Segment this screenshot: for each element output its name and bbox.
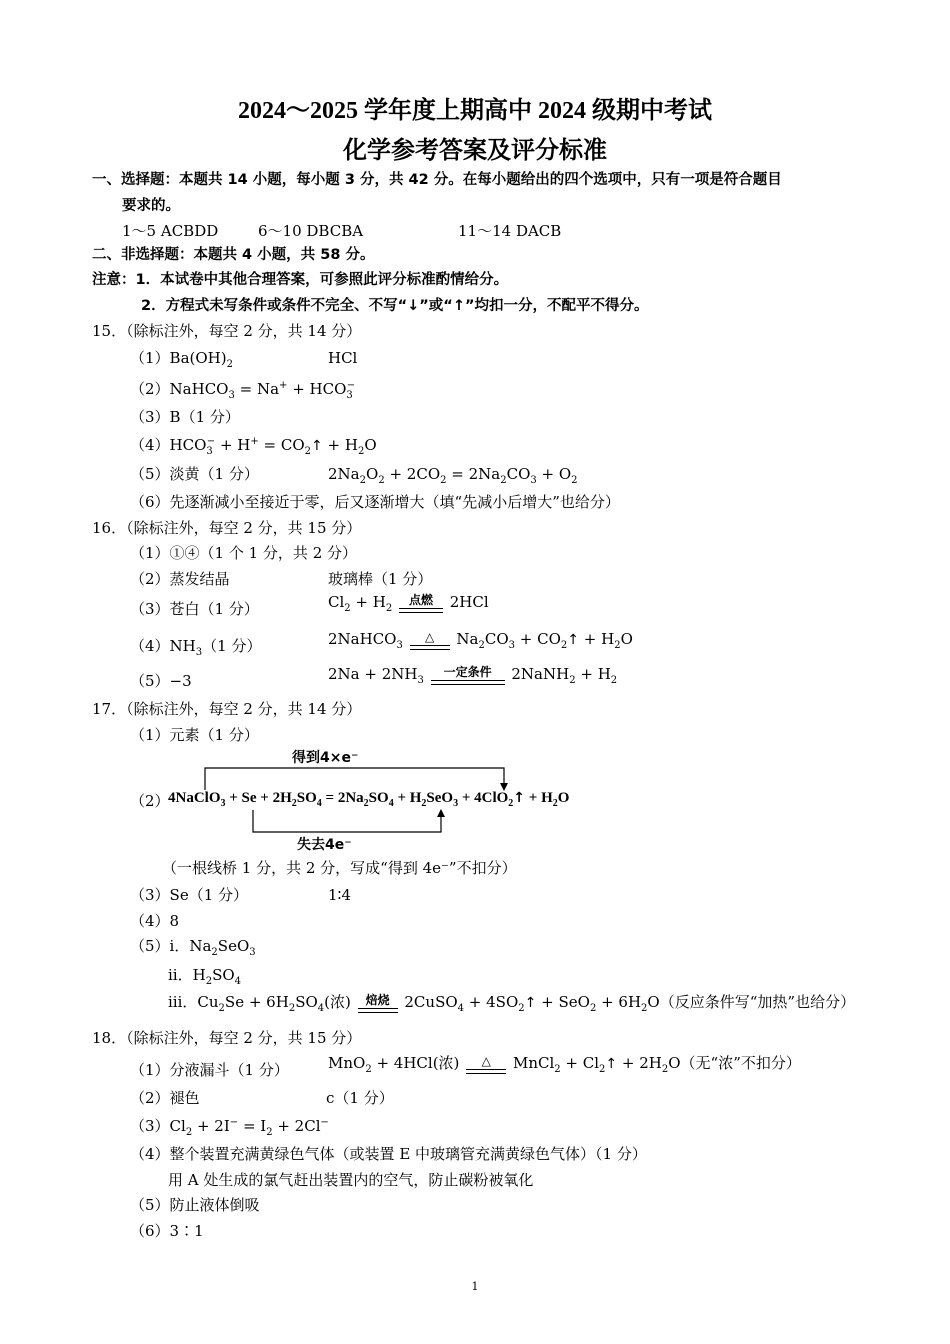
page-number: 1: [471, 1280, 479, 1293]
q16-answer-5-equation: $2Na + 2NH_3$ 一定条件 2NaNH$_2$ + $H_2$: [328, 664, 618, 686]
q15-answer-5-equation: $2Na_2O_2 + 2CO_2 = 2Na_2CO_3 + O_2$: [328, 465, 578, 486]
q15-answer-2: （2）NaHCO$_3$ = $Na^+ + HCO_3^-$: [130, 380, 356, 401]
q16-answer-4-equation: 2NaHCO$_3$ △ $Na_2CO_3$ + $CO_2↑ + H_2O$: [328, 629, 633, 651]
part1-heading: 一、选择题：本题共 14 小题，每小题 3 分，共 42 分。在每小题给出的四个选项中，只有一项是符合题目: [92, 172, 782, 188]
q18-answer-6: （6）3∶1: [130, 1222, 204, 1240]
q18-answer-2-y: c（1 分）: [326, 1089, 394, 1107]
gain-label: 得到4×e⁻: [292, 750, 359, 766]
q17-answer-5-ii: ⅱ．$H_2SO_4$: [168, 966, 242, 987]
q18-answer-3: $(3)Cl_2 + 2I^- = I_2 + 2Cl^-$: [130, 1117, 329, 1138]
note-1: 注意：1．本试卷中其他合理答案，可参照此评分标准酌情给分。: [92, 272, 509, 288]
q17-label-5: （5）ⅰ．: [130, 937, 190, 955]
q15-answer-6: （6）先逐渐减小至接近于零，后又逐渐增大（填“先减小后增大”也给分）: [130, 493, 620, 511]
q18-answer-2-x: （2）褪色: [130, 1089, 200, 1107]
gain-bridge-line: [205, 768, 504, 790]
lose-bridge-line: [253, 810, 441, 832]
q17-answer-3-y: 1∶4: [328, 886, 351, 904]
q15-label-1: （1）: [130, 349, 170, 367]
q18-answer-1-equation: MnO$_2$ + 4HCl(浓) △ MnCl$_2$ + $Cl_2↑ + 2H_2O$（无“浓”不扣分）: [328, 1053, 801, 1075]
mc-answers-6-10: 6～10 DBCBA: [258, 222, 364, 240]
q15-answer-3: （3）B（1 分）: [130, 408, 240, 426]
q15-answer-5-x: （5）淡黄（1 分）: [130, 465, 259, 483]
mc-answers-11-14: 11～14 DACB: [458, 222, 562, 240]
q16-answer-2-x: （2）蒸发结晶: [130, 570, 230, 588]
q18-answer-1-x: （1）分液漏斗（1 分）: [130, 1061, 289, 1079]
condition-roast: [358, 994, 398, 1013]
condition-certain-label: 一定条件: [443, 664, 492, 679]
lose-label: 失去4e⁻: [297, 837, 352, 853]
q17-heading: 17．（除标注外，每空 2 分，共 14 分）: [92, 700, 362, 718]
q17-answer-4: （4）8: [130, 912, 180, 930]
q17-answer-5-i: （5）ⅰ．$Na_2SeO_3$: [130, 937, 256, 958]
q16-answer-2-y: 玻璃棒（1 分）: [328, 570, 433, 588]
q15-label-2: （2）: [130, 380, 170, 398]
q16-heading: 16．（除标注外，每空 2 分，共 15 分）: [92, 519, 362, 537]
q18-answer-5: （5）防止液体倒吸: [130, 1196, 260, 1214]
q15-label-4: （4）: [130, 436, 170, 454]
q18-answer-4: （4）整个装置充满黄绿色气体（或装置 E 中玻璃管充满黄绿色气体）（1 分）: [130, 1145, 647, 1163]
lose-arrowhead: [437, 809, 445, 817]
q16-answer-3-equation: $Cl_2 + H_2$ 点燃 2HCl: [328, 592, 489, 614]
q16-label-4: （4）: [130, 637, 170, 655]
condition-heat-2-label: △: [481, 1053, 491, 1068]
q16-answer-4-x: $(4)NH_3(1$ 分）: [130, 637, 262, 658]
q16-answer-5-x: （5）−3: [130, 672, 192, 690]
exam-title: 2024～2025 学年度上期高中 2024 级期中考试: [238, 98, 712, 124]
q18-label-3: （3）: [130, 1117, 170, 1135]
q15-answer-1-y: HCl: [328, 349, 358, 367]
condition-heat-label: △: [425, 629, 435, 644]
q17-answer-5-iii-note: （反应条件写“加热”也给分）: [659, 993, 856, 1011]
q17-answer-5-iii: ⅲ．$Cu_2Se + 6H_2SO_4$(浓) 焙烧 2CuSO$_4$ + $4SO_2↑ + SeO_2 + 6H_2O$（反应条件写“加热”也给分）: [168, 992, 856, 1014]
q16-answer-3-x: （3）苍白（1 分）: [130, 600, 259, 618]
part2-heading: 二、非选择题：本题共 4 小题，共 58 分。: [92, 247, 375, 263]
q16-answer-4-score: （1 分）: [202, 637, 262, 655]
condition-roast-label: 焙烧: [365, 992, 390, 1007]
q15-answer-1-x: Ba(OH): [169, 349, 227, 367]
q17-redox-equation: 4NaClO$_3$ + $Se + 2H_2SO_4 = 2Na_2SO_4 + H_2SeO_3$ + 4ClO$_2$↑ + $H_2O$: [168, 790, 570, 809]
q17-answer-3-x: （3）Se（1 分）: [130, 886, 249, 904]
q17-label-5-ii: ⅱ．: [168, 966, 193, 984]
q18-heading: 18．（除标注外，每空 2 分，共 15 分）: [92, 1029, 362, 1047]
mc-answers-1-5: 1～5 ACBDD: [122, 222, 219, 240]
q18-answer-1-note: （无“浓”不扣分）: [680, 1054, 801, 1072]
q15-answer-4: $(4)HCO_3^- + H^+$ = $CO_2↑ + H_2O$: [130, 436, 377, 457]
q15-heading: 15．（除标注外，每空 2 分，共 14 分）: [92, 322, 362, 340]
q17-label-5-iii: ⅲ．: [168, 993, 198, 1011]
note-2: 2．方程式未写条件或条件不完全、不写“↓”或“↑”均扣一分，不配平不得分。: [141, 298, 649, 314]
q17-answer-2-note: （一根线桥 1 分，共 2 分，写成“得到 4e⁻”不扣分）: [162, 859, 517, 877]
answer-key-title: 化学参考答案及评分标准: [343, 138, 607, 164]
condition-ignite-label: 点燃: [408, 592, 433, 607]
q17-answer-1: （1）元素（1 分）: [130, 726, 259, 744]
q15-answer-1: $(1)Ba(OH)_2$: [130, 349, 233, 370]
q16-answer-1: （1）①④（1 个 1 分，共 2 分）: [130, 544, 358, 562]
q18-answer-4-cont: 用 A 处生成的氯气赶出装置内的空气，防止碳粉被氧化: [168, 1171, 534, 1189]
condition-heat-2: [466, 1055, 506, 1074]
q17-label-2: （2）: [130, 792, 170, 810]
part1-heading-cont: 要求的。: [122, 198, 180, 214]
